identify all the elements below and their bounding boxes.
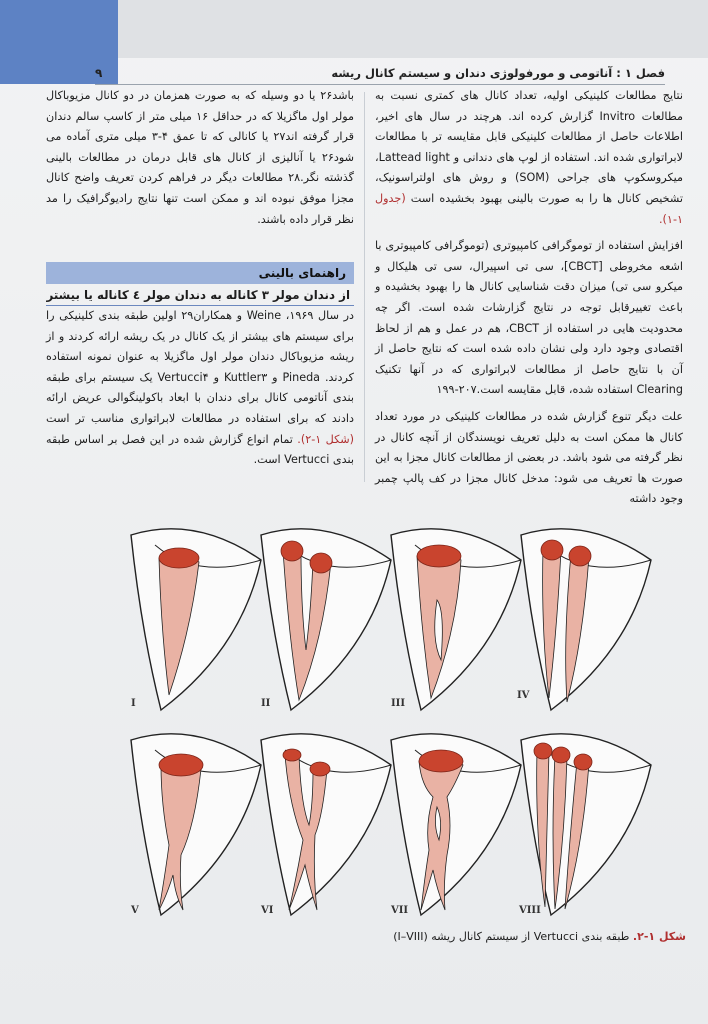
paragraph: نتایج مطالعات کلینیکی اولیه، تعداد کانال های کمتری نسبت به مطالعات Invitro گزارش کرده اند. هرچند در سال های اخیر، اطلاعات حاصل از مطالعات کلینیکی قابل مقایسه تر با مطالعات لابراتواری شده اند. استفاده از لوپ های دندانی و Lattead light، میکروسکوپ های جراحی (SOM) و روش های اولتراسونیک، تشخیص کانال ها را به صورت بالینی بهبود بخشیده است (جدول ۱-۱). [375, 89, 683, 226]
type-label: I [131, 698, 136, 709]
type-label: II [261, 698, 271, 709]
table-reference[interactable]: (جدول ۱-۱). [375, 191, 683, 226]
tooth-diagram [251, 520, 401, 730]
canal-type-V [121, 725, 274, 935]
paragraph: باشد۲۶ یا دو وسیله که به صورت همزمان در دو کانال مزیوباکال مولر اول ماگزیلا که در حداقل ۱۶ میلی متر از کاسپ سالم دندان قرار گرفته اند۲۷ یا کانالی که تا عمق ۴-۳ میلی متری آماده می شود۲۶ یا آنالیزی از کانال های قابل درمان در مطالعات بالینی گذشته نگر.۲۸ مطالعات دیگر در فراهم کردن تعریف واضح کانال مجزا موفق نبوده اند و ممکن است تنها نتایج رادیوگرافیک را مد نظر قرار داده باشند. [46, 89, 354, 226]
caption-text: طبقه بندی Vertucci از سیستم کانال ریشه (I–VIII) [393, 930, 630, 943]
left-column [46, 86, 354, 230]
tooth-diagram [121, 725, 274, 935]
canal-type-IV [511, 520, 661, 730]
paragraph: علت دیگر تنوع گزارش شده در مطالعات کلینیکی در مورد تعداد کانال ها ممکن است به دلیل تعریف نویسندگان از آنچه کانال در نظر گرفته می شود باشد. در بعضی از مطالعات کانال مجزا به این صورت ها تعریف می شود: مدخل کانال مجزا در کف پالپ چمبر وجود داشته [375, 409, 683, 506]
canal-type-VII [381, 725, 531, 935]
type-label: IV [517, 690, 530, 701]
paragraph: در سال ۱۹۶۹، Weine و همکاران۲۹ اولین طبقه بندی کلینیکی را برای سیستم های بیشتر از یک کانال در یک ریشه ارائه کردند و از ریشه مزیوباکال دندان مولر اول ماگزیلا به عنوان نمونه استفاده کردند. Pineda و Kuttler۳ و Vertucci۴ یک سیستم برای طبقه بندی آناتومی کانال برای دندان با ابعاد باکولینگوالی عریض ارائه دادند که برای استفاده در مطالعات لابراتواری مناسب تر است (شکل ۱-۲). تمام انواع گزارش شده در این فصل بر اساس طبقه بندی Vertucci است. [46, 309, 355, 467]
canal-type-II [251, 520, 401, 730]
tooth-diagram [121, 520, 271, 730]
tooth-diagram [251, 725, 401, 935]
clinical-box-body [46, 306, 354, 471]
chapter-title: فصل ۱ : آناتومی و مورفولوژی دندان و سیستم کانال ریشه [331, 66, 665, 80]
type-label: V [131, 905, 139, 916]
tooth-diagram [381, 725, 531, 935]
caption-label: شکل ۱-۲. [632, 930, 686, 943]
top-band [118, 0, 708, 58]
type-label: VI [261, 905, 274, 916]
clinical-box-subtitle: از دندان مولر ۳ کاناله به دندان مولر ٤ کاناله یا بیشتر [46, 288, 350, 302]
canal-type-VIII [511, 725, 661, 935]
page-number: ۹ [95, 66, 103, 80]
canal-type-I [121, 520, 271, 730]
type-label: III [391, 698, 406, 709]
type-label: VIII [519, 905, 541, 916]
clinical-box-title: راهنمای بالینی [258, 266, 346, 280]
canal-type-III [381, 520, 531, 730]
right-column [375, 86, 683, 510]
type-label: VII [391, 905, 409, 916]
figure-caption [46, 930, 686, 943]
clinical-box-subtitle-bar [46, 285, 354, 306]
tooth-diagram [511, 520, 661, 730]
paragraph: افزایش استفاده از توموگرافی کامپیوتری (توموگرافی کامپیوتری با اشعه مخروطی [CBCT]، سی تی اسپیرال، سی تی هلیکال و میکرو سی تی) میزان دقت شناسایی کانال ها را بهبود بخشیده و باعث تغییرقابل توجه در نتایج گزارشات شده است. اگر چه محدودیت هایی در استفاده از CBCT، هم در عمل و هم از لحاظ اقتصادی وجود دارد ولی نشان داده شده است که نتایج حاصل از آن با نتایج حاصل از مطالعات لابراتواری که در آنها تکنیک Clearing استفاده شده، قابل مقایسه است.۲۰۷-۱۹۹ [375, 239, 683, 397]
figure-reference[interactable]: (شکل ۱-۲). [297, 432, 354, 446]
column-divider [364, 92, 365, 482]
tooth-diagram [511, 725, 661, 935]
vertucci-figure [46, 500, 686, 930]
canal-type-VI [251, 725, 401, 935]
clinical-box-header [46, 262, 354, 284]
running-header [95, 62, 665, 85]
